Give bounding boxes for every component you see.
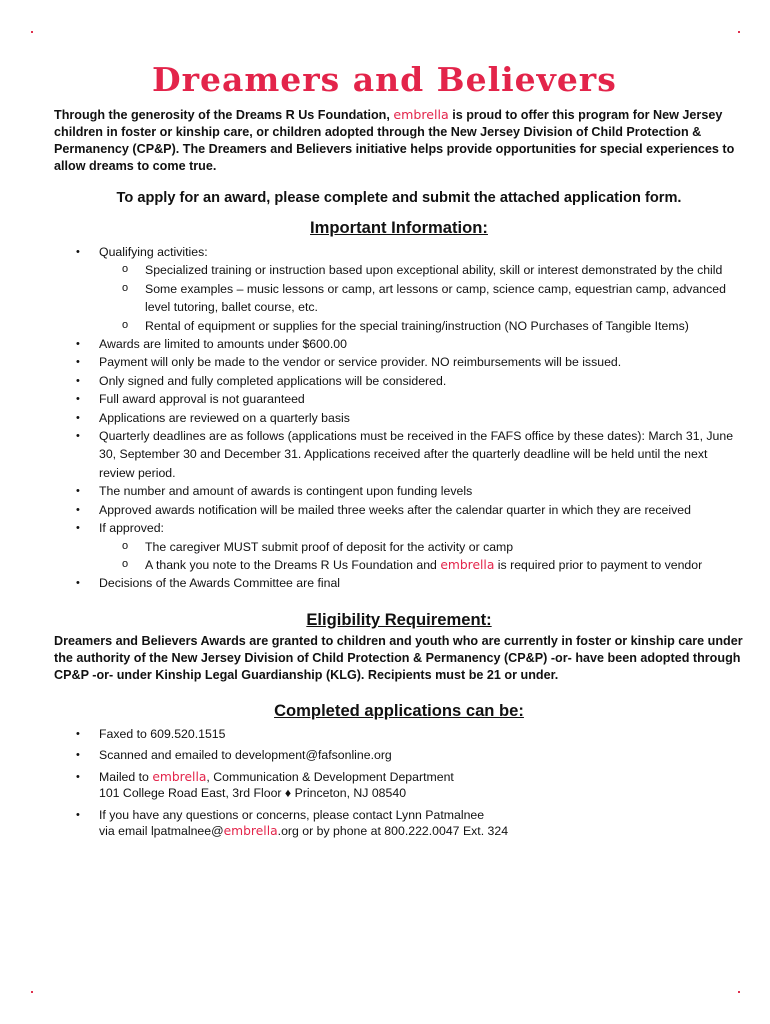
intro-text-1: Through the generosity of the Dreams R Us Foundation, (54, 108, 394, 122)
list-item: o Some examples – music lessons or camp, art lessons or camp, science camp, equestrian camp, advanced level tutoring, ballet course, etc. (99, 280, 744, 317)
list-item: • The number and amount of awards is contingent upon funding levels (54, 482, 744, 500)
questions-text-1: via email lpatmalnee@ (99, 824, 224, 839)
intro-paragraph (54, 106, 744, 175)
questions-text-2: .org or by phone at 800.222.0047 Ext. 324 (277, 824, 509, 839)
list-item: • Decisions of the Awards Committee are final (54, 574, 744, 592)
important-heading: Important Information: (310, 218, 488, 237)
completed-heading: Completed applications can be: (274, 700, 524, 720)
list-item (54, 769, 744, 802)
corner-mark (738, 991, 740, 993)
list-item: • Quarterly deadlines are as follows (applications must be received in the FAFS office by these dates): March 31, June 30, September 30 and December 31. Applications received after the quarterly deadline will be held until the next review period. (54, 427, 744, 482)
list-item (54, 519, 744, 574)
list-item: • Scanned and emailed to development@fafsonline.org (54, 747, 744, 764)
list-item: o Specialized training or instruction based upon exceptional ability, skill or interest demonstrated by the child (99, 261, 744, 279)
corner-mark (31, 991, 33, 993)
list-item (99, 556, 744, 574)
list-item: • Payment will only be made to the vendor or service provider. NO reimbursements will be issued. (54, 353, 744, 371)
approved-label: If approved: (99, 521, 164, 536)
thank-you-text-2: is required prior to payment to vendor (494, 557, 703, 572)
mail-text-1: Mailed to (99, 769, 153, 784)
page-title: Dreamers and Believers (152, 60, 617, 99)
list-item: • Full award approval is not guaranteed (54, 390, 744, 408)
list-item (54, 243, 744, 335)
list-item: • Faxed to 609.520.1515 (54, 726, 744, 743)
list-item (54, 807, 744, 840)
corner-mark (31, 31, 33, 33)
brand-name: embrella (223, 824, 278, 839)
qualifying-sublist (99, 261, 744, 335)
brand-name: embrella (152, 769, 207, 784)
thank-you-text-1: A thank you note to the Dreams R Us Foundation and (145, 557, 441, 572)
submission-list (54, 726, 744, 840)
eligibility-paragraph: Dreamers and Believers Awards are granted to children and youth who are currently in foster or kinship care under the authority of the New Jersey Division of Child Protection & Permanency (CP&P) -or- have been adopted through CP&P -or- under Kinship Legal Guardianship (KLG). Recipients must be 21 or under. (54, 633, 743, 682)
list-item: o Rental of equipment or supplies for the special training/instruction (NO Purchases of Tangible Items) (99, 317, 744, 335)
apply-instruction: To apply for an award, please complete and submit the attached application form. (116, 190, 682, 206)
eligibility-heading: Eligibility Requirement: (306, 609, 492, 629)
list-item: o The caregiver MUST submit proof of deposit for the activity or camp (99, 538, 744, 556)
list-item: • Approved awards notification will be mailed three weeks after the calendar quarter in which they are received (54, 501, 744, 519)
corner-mark (738, 31, 740, 33)
brand-name: embrella (393, 107, 449, 122)
mail-text-2: , Communication & Development Department (206, 769, 454, 784)
mail-address: 101 College Road East, 3rd Floor ♦ Princeton, NJ 08540 (99, 786, 407, 801)
questions-line-1: If you have any questions or concerns, please contact Lynn Patmalnee (99, 807, 485, 822)
intro-text-2: is proud to offer this program for New Jersey children in foster or kinship care, or children adopted through the New Jersey Division of Child Protection & Permanency (CP&P). The Dreamers and Believers initiative helps provide opportunities for special experiences to allow dreams to come true. (54, 108, 735, 173)
important-list (54, 243, 744, 593)
list-item: • Awards are limited to amounts under $600.00 (54, 335, 744, 353)
list-item: • Only signed and fully completed applications will be considered. (54, 372, 744, 390)
approved-sublist (99, 538, 744, 575)
qualifying-label: Qualifying activities: (99, 245, 208, 259)
document-page (54, 58, 744, 845)
list-item: • Applications are reviewed on a quarterly basis (54, 409, 744, 427)
brand-name: embrella (440, 557, 495, 572)
